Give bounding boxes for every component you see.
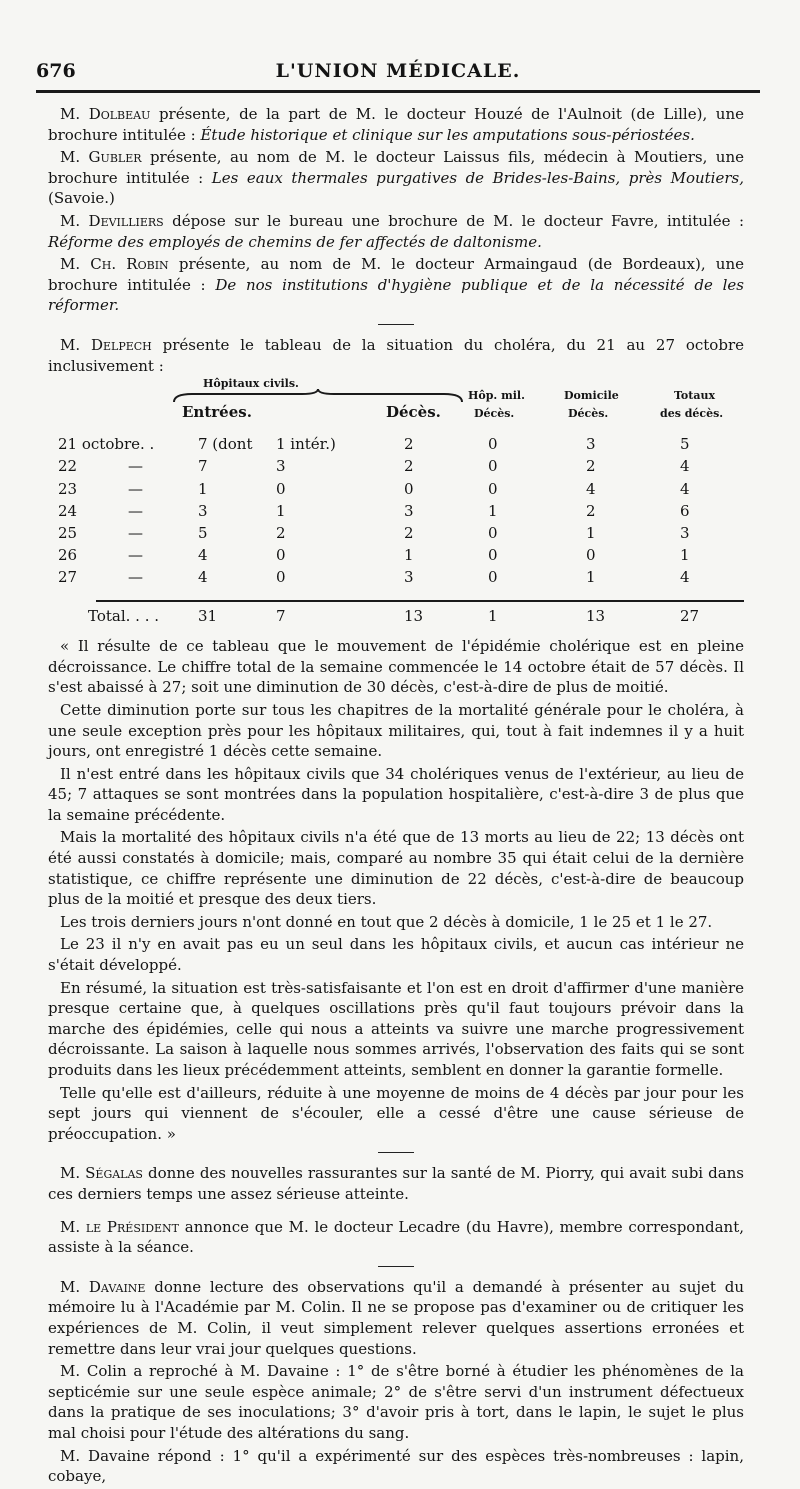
ditto-mark: — [128, 479, 143, 498]
cell-hop-mil: 0 [488, 457, 498, 476]
cell-totaux: 4 [680, 568, 690, 587]
cell-date: 24 [58, 501, 78, 520]
cell-hop-mil: 1 [488, 501, 498, 520]
cell-totaux: 3 [680, 523, 690, 542]
cell-hop-mil: 0 [488, 568, 498, 587]
cell-totaux: 4 [680, 479, 690, 498]
cell-domicile: 0 [586, 546, 596, 565]
cell-deces: 2 [404, 523, 414, 542]
speaker-name: M. Delpech [60, 335, 152, 354]
cell-interieur: 0 [276, 568, 286, 587]
body-paragraph-1: « Il résulte de ce tableau que le mouvement de l'épidémie cholérique est en pleine décroissance. Le chiffre total de la semaine commencée le 14 octobre était de 57 décès. Il s'est abaissé à 27; soit une diminution de 30 décès, c'est-à-dire de plus de moitié. [48, 637, 744, 697]
total-cell-hop-mil: 1 [488, 607, 498, 626]
body-paragraph-5: Les trois derniers jours n'ont donné en tout que 2 décès à domicile, 1 le 25 et 1 le 27. [60, 912, 713, 931]
col-header-totaux: Totaux [674, 389, 716, 403]
brochure-title: Réforme des employés de chemins de fer affectés de daltonisme. [48, 232, 542, 251]
body-paragraph-6: Le 23 il n'y en avait pas eu un seul dans les hôpitaux civils, et aucun cas intérieur ne s'était développé. [48, 935, 744, 975]
cell-interieur: 2 [276, 523, 286, 542]
cell-domicile: 2 [586, 501, 596, 520]
cell-domicile: 3 [586, 435, 596, 454]
paragraph-text: présente, au nom de M. le docteur Armaingaud (de Bordeaux), une brochure intitulée : [48, 255, 744, 294]
paragraph-delpech [48, 335, 744, 376]
col-header-deces: Décès. [386, 403, 441, 422]
cell-hop-mil: 0 [488, 479, 498, 498]
body-paragraphs [48, 636, 744, 1144]
cell-date: 25 [58, 523, 78, 542]
cell-date: 21 octobre. . [58, 435, 155, 454]
speaker-name: M. Ch. Robin [60, 255, 169, 274]
page-header [36, 60, 760, 93]
total-cell-domicile: 13 [586, 607, 606, 626]
cell-interieur: 1 intér.) [276, 435, 336, 454]
col-header-domicile-deces: Décès. [568, 407, 609, 421]
paragraph-text: présente, de la part de M. le docteur Houzé de l'Aulnoit (de Lille), une brochure intitulée : [48, 105, 744, 144]
ditto-mark: — [128, 568, 143, 587]
speaker-name: M. Dolbeau [60, 105, 151, 123]
section-divider [378, 324, 414, 325]
col-header-hop-mil-deces: Décès. [474, 407, 515, 421]
cell-totaux: 4 [680, 457, 690, 476]
paragraph-davaine-3: M. Davaine répond : 1° qu'il a expérimenté sur des espèces très-nombreuses : lapin, cobaye, [48, 1446, 744, 1486]
speaker-name: M. Devilliers [60, 211, 164, 230]
cell-domicile: 1 [586, 523, 596, 542]
total-cell-interieur: 7 [276, 607, 286, 626]
total-cell-totaux: 27 [680, 607, 700, 626]
ditto-mark: — [128, 523, 143, 542]
cell-interieur: 0 [276, 479, 286, 498]
speaker-name: M. le Président [60, 1217, 180, 1236]
cell-hop-mil: 0 [488, 435, 498, 454]
body-paragraph-4: Mais la mortalité des hôpitaux civils n'a été que de 13 morts au lieu de 22; 13 décès ont été aussi constatés à domicile; mais, comparé au nombre 35 qui était celui de la dernière statistique, ce chiffre représente une diminution de 22 décès, c'est-à-dire de beaucoup plus de la moitié et presque des deux tiers. [48, 828, 744, 909]
cell-domicile: 4 [586, 479, 596, 498]
ditto-mark: — [128, 546, 143, 565]
paragraph-dolbeau [48, 104, 744, 145]
cell-deces: 2 [404, 435, 414, 454]
cell-deces: 3 [404, 501, 414, 520]
cell-date: 27 [58, 568, 78, 587]
cell-totaux: 6 [680, 501, 690, 520]
ditto-mark: — [128, 457, 143, 476]
paragraph-text: présente, au nom de M. le docteur Laissus fils, médecin à Moutiers, une brochure intitulée : [48, 148, 744, 187]
cell-entrees: 4 [198, 546, 208, 565]
speaker-name: M. Ségalas [60, 1164, 143, 1183]
body-paragraph-7: En résumé, la situation est très-satisfaisante et l'on est en droit d'affirmer d'une manière presque certaine que, à quelques oscillations près qu'il faut toujours prévoir dans la marche des épidémies, celle qui nous a atteints va suivre une marche progressivement décroissante. La saison à laquelle nous sommes arrivés, l'observation des faits qui se sont produits dans les lieux précédemment atteints, semblent en donner la garantie formelle. [48, 978, 744, 1079]
ditto-mark: — [128, 501, 143, 520]
speaker-name: M. Gubler [60, 148, 142, 167]
page-number: 676 [36, 60, 76, 82]
total-rule [96, 600, 744, 602]
speaker-name: M. Davaine [60, 1277, 146, 1296]
cell-hop-mil: 0 [488, 546, 498, 565]
cell-interieur: 1 [276, 501, 286, 520]
paragraph-segalas [48, 1163, 744, 1204]
cell-domicile: 1 [586, 568, 596, 587]
col-header-domicile: Domicile [564, 389, 619, 403]
cell-deces: 1 [404, 546, 414, 565]
cell-domicile: 2 [586, 457, 596, 476]
body-paragraph-3: Il n'est entré dans les hôpitaux civils que 34 cholériques venus de l'extérieur, au lieu de 45; 7 attaques se sont montrées dans la population hospitalière, c'est-à-dire 3 de plus que la semaine précédente. [48, 764, 744, 824]
group-header-hopitaux-civils: Hôpitaux civils. [203, 377, 299, 391]
paragraph-text: annonce que M. le docteur Lecadre (du Havre), membre correspondant, assiste à la séance. [48, 1217, 744, 1257]
cholera-table [48, 378, 744, 628]
article-body [48, 104, 744, 1489]
section-divider [378, 1266, 414, 1267]
body-paragraph-8: Telle qu'elle est d'ailleurs, réduite à une moyenne de moins de 4 décès par jour pour les sept jours qui viennent de s'écouler, elle a cessé d'être une cause sérieuse de préoccupation. » [48, 1083, 744, 1143]
paragraph-president [48, 1217, 744, 1258]
cell-date: 26 [58, 546, 78, 565]
col-header-des-deces: des décès. [660, 407, 724, 421]
cell-totaux: 1 [680, 546, 690, 565]
paragraph-suffix: (Savoie.) [48, 189, 115, 208]
cell-date: 22 [58, 457, 78, 476]
paragraph-text: donne lecture des observations qu'il a demandé à présenter au sujet du mémoire lu à l'Académie par M. Colin. Il ne se propose pas d'examiner ou de critiquer les expériences de M. Colin, il veut simplement relever quelques assertions erronées et remettre dans leur vrai jour quelques questions. [48, 1277, 744, 1358]
brochure-title: Étude historique et clinique sur les amputations sous-périostées. [200, 125, 695, 144]
brochure-title: De nos institutions d'hygiène publique et de la nécessité de les réformer. [48, 275, 744, 315]
paragraph-devilliers [48, 211, 744, 252]
cell-interieur: 0 [276, 546, 286, 565]
total-cell-entrees: 31 [198, 607, 218, 626]
col-header-hop-mil: Hôp. mil. [468, 389, 525, 403]
paragraph-text: présente le tableau de la situation du choléra, du 21 au 27 octobre inclusivement : [48, 335, 744, 375]
body-paragraph-2: Cette diminution porte sur tous les chapitres de la mortalité générale pour le choléra, à une seule exception près pour les hôpitaux militaires, qui, tout à fait indemnes il y a huit jours, ont enregistré 1 décès cette semaine. [48, 700, 744, 761]
cell-entrees: 3 [198, 501, 208, 520]
cell-interieur: 3 [276, 457, 286, 476]
cell-entrees: 7 (dont [198, 435, 253, 454]
cell-deces: 2 [404, 457, 414, 476]
section-divider [378, 1152, 414, 1153]
cell-deces: 0 [404, 479, 414, 498]
cell-totaux: 5 [680, 435, 690, 454]
paragraph-robin [48, 254, 744, 316]
cell-entrees: 4 [198, 568, 208, 587]
paragraph-davaine-2: M. Colin a reproché à M. Davaine : 1° de s'être borné à étudier les phénomènes de la septicémie sur une seule espèce animale; 2° de s'être servi d'un instrument défectueux dans la pratique de ses inoculations; 3° d'avoir pris à tort, dans le lapin, le sujet le plus mal choisi pour l'étude des altérations du sang. [48, 1362, 744, 1442]
cell-date: 23 [58, 479, 78, 498]
paragraph-text: dépose sur le bureau une brochure de M. le docteur Favre, intitulée : [163, 211, 744, 230]
journal-title: L'UNION MÉDICALE. [275, 60, 521, 82]
cell-entrees: 7 [198, 457, 208, 476]
cell-deces: 3 [404, 568, 414, 587]
total-cell-deces: 13 [404, 607, 424, 626]
cell-entrees: 1 [198, 479, 208, 498]
total-label: Total. . . . [88, 607, 160, 626]
paragraph-text: donne des nouvelles rassurantes sur la santé de M. Piorry, qui avait subi dans ces derniers temps une assez sérieuse atteinte. [48, 1164, 745, 1203]
cell-entrees: 5 [198, 523, 208, 542]
brochure-title: Les eaux thermales purgatives de Brides-les-Bains, près Moutiers, [211, 168, 744, 187]
col-header-entrees: Entrées. [182, 403, 252, 422]
cell-hop-mil: 0 [488, 523, 498, 542]
paragraph-gubler [48, 147, 744, 209]
paragraph-davaine-1 [48, 1277, 744, 1359]
